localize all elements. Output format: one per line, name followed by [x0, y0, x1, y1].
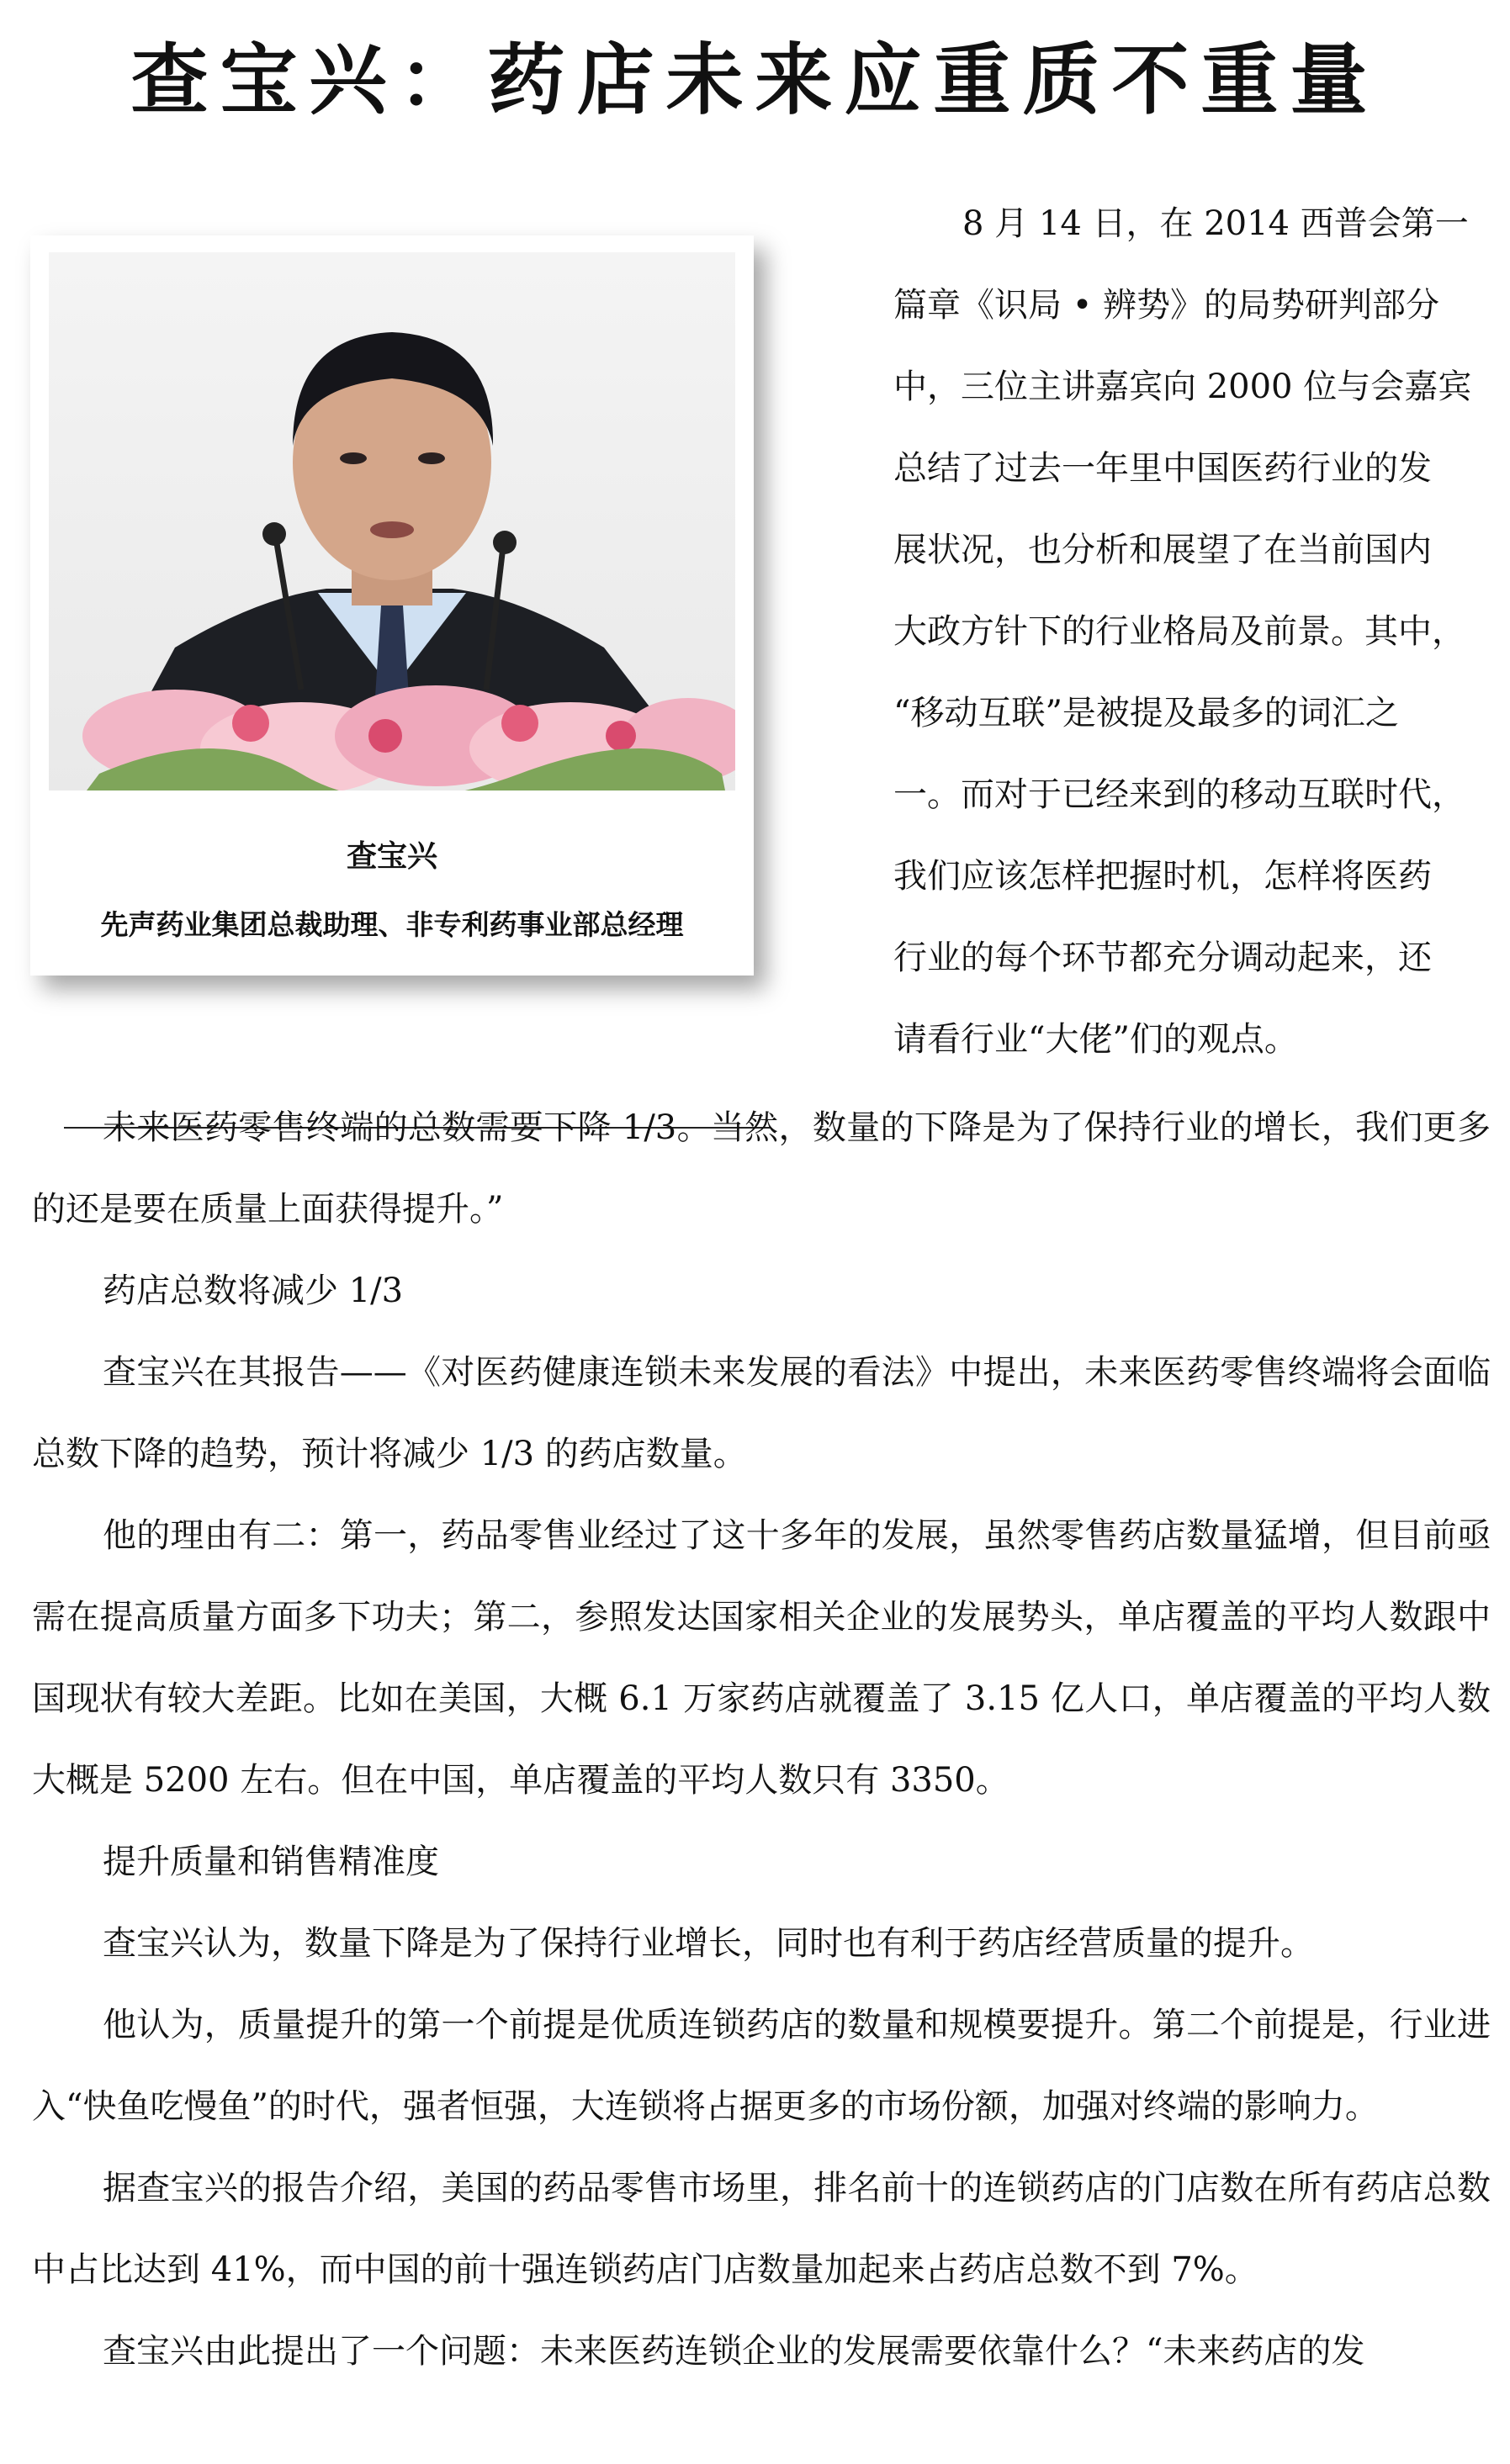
intro-line: 总结了过去一年里中国医药行业的发: [893, 449, 1432, 488]
intro-line: 8 月 14 日，在 2014 西普会第一: [962, 204, 1469, 243]
body-paragraph: 未来医药零售终端的总数需要下降 1/3。当然，数量的下降是为了保持行业的增长，我们更多的还是要在质量上面获得提升。”: [32, 1108, 1491, 1229]
body-paragraph: 他的理由有二：第一，药品零售业经过了这十多年的发展，虽然零售药店数量猛增，但目前亟需在提高质量方面多下功夫；第二，参照发达国家相关企业的发展势头，单店覆盖的平均人数跟中国现状有较大差距。比如在美国，大概 6.1 万家药店就覆盖了 3.15 亿人口，单店覆盖的平均人数大概是 5200 左右。但在中国，单店覆盖的平均人数只有 3350。: [32, 1516, 1491, 1800]
article-body: [32, 1087, 1491, 2393]
section-heading: 提升质量和销售精准度: [103, 1843, 439, 1881]
caption-role: 先声药业集团总裁助理、非专利药事业部总经理: [100, 908, 684, 941]
section-heading: 药店总数将减少 1/3: [103, 1272, 404, 1310]
body-paragraph: 他认为，质量提升的第一个前提是优质连锁药店的数量和规模要提升。第二个前提是，行业进入“快鱼吃慢鱼”的时代，强者恒强，大连锁将占据更多的市场份额，加强对终端的影响力。: [32, 2006, 1491, 2126]
body-paragraph: 查宝兴由此提出了一个问题：未来医药连锁企业的发展需要依靠什么？“未来药店的发: [103, 2332, 1365, 2371]
intro-line: “移动互联”是被提及最多的词汇之: [893, 694, 1399, 732]
intro-line: 中，三位主讲嘉宾向 2000 位与会嘉宾: [893, 367, 1472, 406]
intro-line: 我们应该怎样把握时机，怎样将医药: [893, 857, 1432, 896]
intro-line: 篇章《识局 • 辨势》的局势研判部分: [893, 286, 1440, 325]
intro-line: 大政方针下的行业格局及前景。其中，: [893, 612, 1465, 651]
intro-paragraph: [893, 183, 1491, 1081]
intro-line: 一。而对于已经来到的移动互联时代，: [893, 775, 1465, 814]
article-title: 查宝兴：药店未来应重质不重量: [130, 34, 1380, 125]
speaker-photo: [49, 252, 735, 841]
intro-line: 展状况，也分析和展望了在当前国内: [893, 531, 1432, 569]
body-paragraph: 查宝兴认为，数量下降是为了保持行业增长，同时也有利于药店经营质量的提升。: [103, 1924, 1314, 1963]
intro-line: 请看行业“大佬”们的观点。: [893, 1020, 1298, 1059]
body-paragraph: 查宝兴在其报告——《对医药健康连锁未来发展的看法》中提出，未来医药零售终端将会面临总数下降的趋势，预计将减少 1/3 的药店数量。: [32, 1353, 1491, 1473]
intro-line: 行业的每个环节都充分调动起来，还: [893, 939, 1432, 977]
body-paragraph: 据查宝兴的报告介绍，美国的药品零售市场里，排名前十的连锁药店的门店数在所有药店总数中占比达到 41%，而中国的前十强连锁药店门店数量加起来占药店总数不到 7%。: [32, 2169, 1491, 2289]
caption-name: 查宝兴: [346, 839, 437, 874]
